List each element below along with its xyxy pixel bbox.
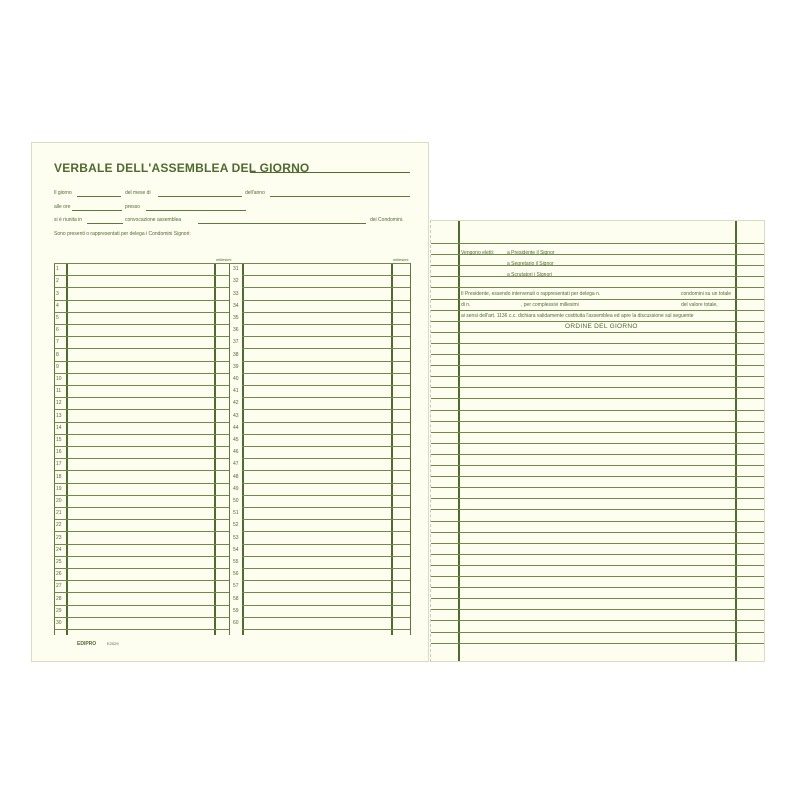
ruled-line[interactable] [431, 365, 764, 366]
table-row[interactable] [54, 287, 229, 288]
ruled-line[interactable] [431, 620, 764, 621]
table-row[interactable] [242, 592, 410, 593]
convocazione-label: convocazione assemblea [125, 217, 182, 223]
row-number: 33 [233, 290, 239, 297]
row-number: 47 [233, 461, 239, 468]
table-row[interactable] [54, 324, 229, 325]
row-number: 9 [56, 363, 59, 370]
table-row[interactable] [242, 312, 410, 313]
di-n-label: di n. [461, 302, 471, 308]
row-number: 58 [233, 595, 239, 602]
scrutatori-label: a Scrutatori i Signori [507, 272, 553, 278]
ruled-line[interactable] [431, 543, 764, 544]
ore-field[interactable] [72, 210, 122, 211]
table-row[interactable] [54, 617, 229, 618]
table-column-rule [242, 263, 244, 635]
table-row[interactable] [242, 605, 410, 606]
ruled-line[interactable] [431, 632, 764, 633]
table-row[interactable] [54, 300, 229, 301]
millesimi-header-left: millesimi [216, 257, 232, 262]
row-number: 48 [233, 473, 239, 480]
row-number: 50 [233, 498, 239, 504]
ruled-line[interactable] [431, 532, 764, 533]
title-underline [250, 172, 410, 173]
anno-field[interactable] [270, 196, 410, 197]
row-number: 56 [233, 571, 239, 578]
row-number: 10 [56, 376, 62, 382]
table-row[interactable] [242, 507, 410, 508]
table-row[interactable] [54, 409, 229, 410]
table-row[interactable] [54, 592, 229, 593]
row-number: 11 [56, 388, 62, 395]
row-number: 19 [56, 485, 62, 492]
table-row[interactable] [242, 531, 410, 532]
table-row[interactable] [242, 434, 410, 435]
table-row[interactable] [54, 385, 229, 386]
table-row[interactable] [242, 568, 410, 569]
table-row[interactable] [242, 300, 410, 301]
ruled-line[interactable] [431, 310, 764, 311]
row-number: 18 [56, 473, 62, 480]
right-page [430, 220, 765, 662]
table-row[interactable] [242, 458, 410, 459]
segretario-label: a Segretario il Signor [507, 261, 554, 267]
presso-field[interactable] [146, 210, 246, 211]
table-row[interactable] [54, 397, 229, 398]
row-number: 60 [233, 620, 239, 626]
table-row[interactable] [54, 519, 229, 520]
ruled-line[interactable] [431, 432, 764, 433]
row-number: 14 [56, 424, 62, 431]
table-column-rule [214, 263, 216, 635]
table-row[interactable] [54, 470, 229, 471]
ruled-line[interactable] [431, 387, 764, 388]
ruled-line[interactable] [431, 476, 764, 477]
row-number: 40 [233, 376, 239, 382]
row-number: 20 [56, 498, 62, 504]
table-column-rule [391, 263, 393, 635]
row-number: 30 [56, 620, 62, 626]
ruled-line[interactable] [431, 443, 764, 444]
convocazione-field[interactable] [87, 223, 123, 224]
table-row[interactable] [242, 556, 410, 557]
row-number: 42 [233, 400, 239, 407]
table-row[interactable] [54, 336, 229, 337]
table-row[interactable] [242, 336, 410, 337]
row-number: 3 [56, 290, 59, 297]
table-row[interactable] [54, 629, 229, 630]
row-number: 34 [233, 302, 239, 309]
ruled-line[interactable] [431, 376, 764, 377]
table-row[interactable] [242, 544, 410, 545]
giorno-field[interactable] [77, 196, 121, 197]
ruled-line[interactable] [431, 521, 764, 522]
art-1136-text: ai sensi dell'art. 1136 c.c. dichiara validamente costituita l'assemblea ed apre la discussione sul seguente [461, 313, 694, 319]
table-row[interactable] [54, 312, 229, 313]
table-row[interactable] [242, 324, 410, 325]
ruled-line[interactable] [431, 243, 764, 244]
table-row[interactable] [54, 568, 229, 569]
row-number: 22 [56, 522, 62, 529]
table-column-rule [229, 263, 230, 635]
row-number: 31 [233, 266, 239, 273]
row-number: 5 [56, 315, 59, 321]
row-number: 26 [56, 571, 62, 578]
table-row[interactable] [54, 580, 229, 581]
row-number: 27 [56, 583, 62, 590]
row-number: 13 [56, 412, 62, 419]
table-row[interactable] [242, 397, 410, 398]
left-page [31, 142, 429, 662]
ruled-line[interactable] [431, 509, 764, 510]
row-number: 43 [233, 412, 239, 419]
table-row[interactable] [242, 617, 410, 618]
ruled-line[interactable] [431, 487, 764, 488]
row-number: 59 [233, 607, 239, 614]
table-row[interactable] [54, 507, 229, 508]
row-number: 46 [233, 449, 239, 456]
ruled-line[interactable] [431, 465, 764, 466]
ruled-line[interactable] [431, 299, 764, 300]
brand-logo: EDIPRO [77, 641, 97, 647]
row-number: 35 [233, 315, 239, 321]
row-number: 53 [233, 534, 239, 541]
ruled-line[interactable] [431, 554, 764, 555]
table-column-rule [54, 263, 55, 635]
ruled-line[interactable] [431, 287, 764, 288]
ruled-line[interactable] [431, 410, 764, 411]
ruled-line[interactable] [431, 609, 764, 610]
ore-label: alle ore [54, 204, 71, 210]
row-number: 57 [233, 583, 239, 590]
row-number: 44 [233, 424, 239, 431]
ruled-line[interactable] [431, 598, 764, 599]
mese-field[interactable] [158, 196, 242, 197]
presidente-statement: Il Presidente, essendo intervenuti o rappresentati per delega n. [461, 291, 601, 297]
table-row[interactable] [242, 287, 410, 288]
ruled-line[interactable] [431, 354, 764, 355]
table-row[interactable] [54, 348, 229, 349]
row-number: 4 [56, 302, 59, 309]
presidente-label: a Presidente il Signor [507, 250, 555, 256]
riunita-label: si è riunita in [54, 217, 83, 223]
table-row[interactable] [242, 275, 410, 276]
row-number: 45 [233, 437, 239, 443]
row-number: 6 [56, 327, 59, 334]
row-number: 36 [233, 327, 239, 334]
ordine-del-giorno-heading: ORDINE DEL GIORNO [565, 323, 638, 330]
table-row[interactable] [242, 519, 410, 520]
ruled-line[interactable] [431, 276, 764, 277]
table-row[interactable] [242, 409, 410, 410]
row-number: 52 [233, 522, 239, 529]
ruled-line[interactable] [431, 587, 764, 588]
table-column-rule [66, 263, 68, 635]
ruled-line[interactable] [431, 332, 764, 333]
table-row[interactable] [242, 446, 410, 447]
valore-totale-label: del valore totale, [681, 302, 718, 308]
table-row[interactable] [54, 434, 229, 435]
presso-label: presso [125, 204, 141, 210]
ruled-line[interactable] [431, 454, 764, 455]
ruled-line[interactable] [431, 498, 764, 499]
mese-label: del mese di [125, 190, 151, 196]
row-number: 37 [233, 339, 239, 346]
table-row[interactable] [54, 495, 229, 496]
row-number: 32 [233, 278, 239, 285]
table-row[interactable] [242, 422, 410, 423]
table-row[interactable] [54, 556, 229, 557]
millesimi-header-right: millesimi [393, 257, 409, 262]
table-row[interactable] [242, 361, 410, 362]
row-number: 16 [56, 449, 62, 456]
row-number: 54 [233, 546, 239, 553]
row-number: 41 [233, 388, 239, 395]
ruled-line[interactable] [431, 576, 764, 577]
ruled-line[interactable] [431, 343, 764, 344]
ruled-line[interactable] [431, 398, 764, 399]
ruled-line[interactable] [431, 265, 764, 266]
table-row[interactable] [242, 495, 410, 496]
table-header-rule [54, 263, 410, 264]
table-row[interactable] [54, 458, 229, 459]
table-column-rule [410, 263, 411, 635]
row-number: 51 [233, 510, 239, 517]
row-number: 49 [233, 485, 239, 492]
table-row[interactable] [54, 361, 229, 362]
table-row[interactable] [242, 470, 410, 471]
table-row[interactable] [242, 580, 410, 581]
ruled-line[interactable] [431, 321, 764, 322]
table-row[interactable] [54, 422, 229, 423]
row-number: 55 [233, 559, 239, 565]
row-number: 39 [233, 363, 239, 370]
row-number: 23 [56, 534, 62, 541]
table-row[interactable] [54, 531, 229, 532]
table-row[interactable] [242, 483, 410, 484]
presenti-label: Sono presenti o rappresentati per delega i Condomini Signori: [54, 231, 191, 237]
row-number: 17 [56, 461, 62, 468]
anno-label: dell'anno [245, 190, 265, 196]
row-number: 21 [56, 510, 62, 517]
row-number: 8 [56, 351, 59, 358]
totale-label: condomini su un totale [681, 291, 732, 297]
row-number: 1 [56, 266, 59, 273]
form-code: E2029 [107, 641, 119, 646]
row-number: 25 [56, 559, 62, 565]
millesimi-label: , per complessivi millesimi [521, 302, 579, 308]
table-row[interactable] [54, 446, 229, 447]
giorno-label: Il giorno [54, 190, 72, 196]
assemblea-field[interactable] [198, 223, 366, 224]
table-row[interactable] [54, 373, 229, 374]
row-number: 38 [233, 351, 239, 358]
row-number: 2 [56, 278, 59, 285]
ruled-line[interactable] [431, 421, 764, 422]
ruled-line[interactable] [431, 565, 764, 566]
condomini-label: dei Condomini. [370, 217, 404, 223]
table-row[interactable] [242, 385, 410, 386]
row-number: 24 [56, 546, 62, 553]
table-row[interactable] [54, 544, 229, 545]
table-row[interactable] [54, 275, 229, 276]
table-row[interactable] [54, 605, 229, 606]
ruled-line[interactable] [431, 643, 764, 644]
vengono-label: Vengono eletti: [461, 250, 495, 256]
row-number: 28 [56, 595, 62, 602]
page-title: VERBALE DELL'ASSEMBLEA DEL GIORNO [54, 161, 310, 175]
table-row[interactable] [242, 348, 410, 349]
table-row[interactable] [242, 373, 410, 374]
row-number: 29 [56, 607, 62, 614]
row-number: 7 [56, 339, 59, 346]
row-number: 12 [56, 400, 62, 407]
table-row[interactable] [54, 483, 229, 484]
table-row[interactable] [242, 629, 410, 630]
row-number: 15 [56, 437, 62, 443]
